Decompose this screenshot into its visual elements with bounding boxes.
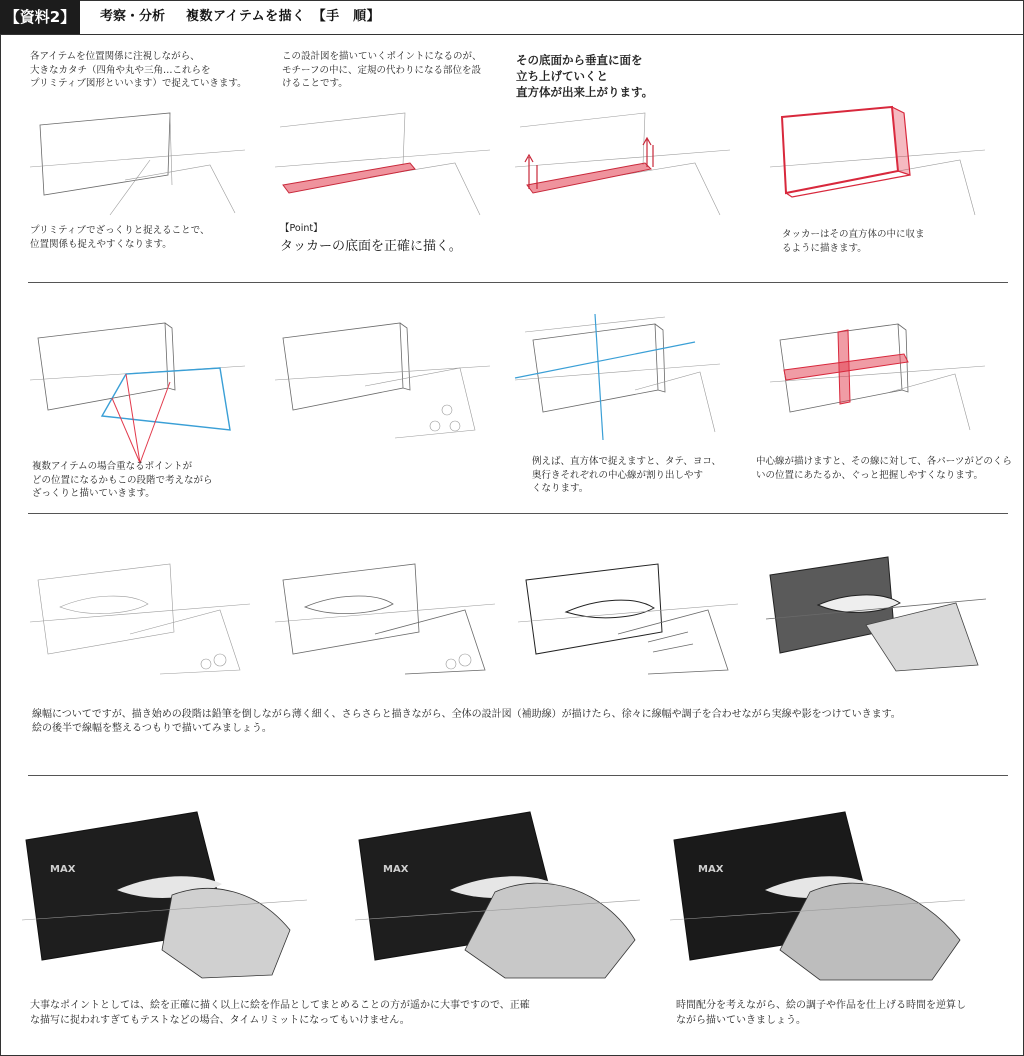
row1-step1-caption: 各アイテムを位置関係に注視しながら、 大きなカタチ（四角や丸や三角…これらを プリミティブ図形といいます）で捉えていきます。 (30, 51, 247, 89)
finished-render-1 (22, 800, 312, 985)
point-text: タッカーの底面を正確に描く。 (280, 239, 462, 254)
row2-step4-note: 中心線が描けますと、その線に対して、各パーツがどのくら いの位置にあたるか、ぐっと把握しやすくなります。 (756, 456, 1012, 481)
row4-right-text: 時間配分を考えながら、絵の調子や作品を仕上げる時間を逆算し ながら描いていきましょう。 (676, 1000, 966, 1026)
finished-render-2 (355, 800, 645, 985)
sketch-bottom-face (275, 105, 495, 220)
row2-step3-note: 例えば、直方体で捉えますと、タテ、ヨコ、 奥行きそれぞれの中心線が割り出しやす くなります。 (532, 456, 721, 494)
sketch-vertical-faces (515, 105, 735, 220)
row2-step1-note: 複数アイテムの場合重なるポイントが どの位置になるかもこの段階で考えながら ざっくりと描いていきます。 (32, 461, 213, 499)
sketch-stage-4 (766, 545, 991, 675)
brand-logo-3: MAX (698, 864, 724, 875)
row1-step2-caption: この設計図を描いていくポイントになるのが、 モチーフの中に、定規の代わりになる部位を設 けることです。 (282, 51, 482, 89)
sketch-center-planes (770, 318, 990, 438)
row1-step3-caption: その底面から垂直に面を 立ち上げていくと 直方体が出来上がります。 (516, 53, 654, 99)
header-bar (0, 0, 1024, 35)
sketch-stage-3 (518, 552, 743, 677)
sketch-stage-1 (30, 552, 255, 677)
point-label: 【Point】 (280, 223, 323, 234)
sketch-center-lines (515, 312, 735, 442)
section-divider-3 (28, 775, 1008, 776)
section-divider-2 (28, 513, 1008, 514)
finished-render-3 (670, 800, 970, 985)
sketch-primitive-box (30, 105, 250, 220)
sketch-cuboid (770, 105, 990, 220)
header-subtitle: 考察・分析 (100, 9, 166, 24)
row3-line-width-text: 線幅についてですが、描き始めの段階は鉛筆を倒しながら薄く細く、さらさらと描きながら、全体の設計図（補助線）が描けたら、徐々に線幅や調子を合わせながら実線や影をつけていきます。 絵の後半で線幅を整えるつもりで描いてみましょう。 (32, 709, 901, 734)
sketch-stage-2 (275, 552, 500, 677)
brand-logo-2: MAX (383, 864, 409, 875)
sketch-overlap-points (30, 318, 250, 438)
row4-left-text: 大事なポイントとしては、絵を正確に描く以上に絵を作品としてまとめることの方が遥かに大事ですので、正確 な描写に捉われすぎてもテストなどの場合、タイムリミットになってもいけません。 (30, 1000, 530, 1026)
row1-step1-note: プリミティブでざっくりと捉えることで、 位置関係も捉えやすくなります。 (30, 225, 210, 250)
header-title: 複数アイテムを描く 【手 順】 (186, 9, 381, 24)
row1-step4-note: タッカーはその直方体の中に収ま るように描きます。 (782, 229, 925, 254)
brand-logo-1: MAX (50, 864, 76, 875)
section-divider-1 (28, 282, 1008, 283)
sketch-stapler-box (275, 318, 495, 438)
document-tag: 【資料2】 (0, 0, 80, 34)
